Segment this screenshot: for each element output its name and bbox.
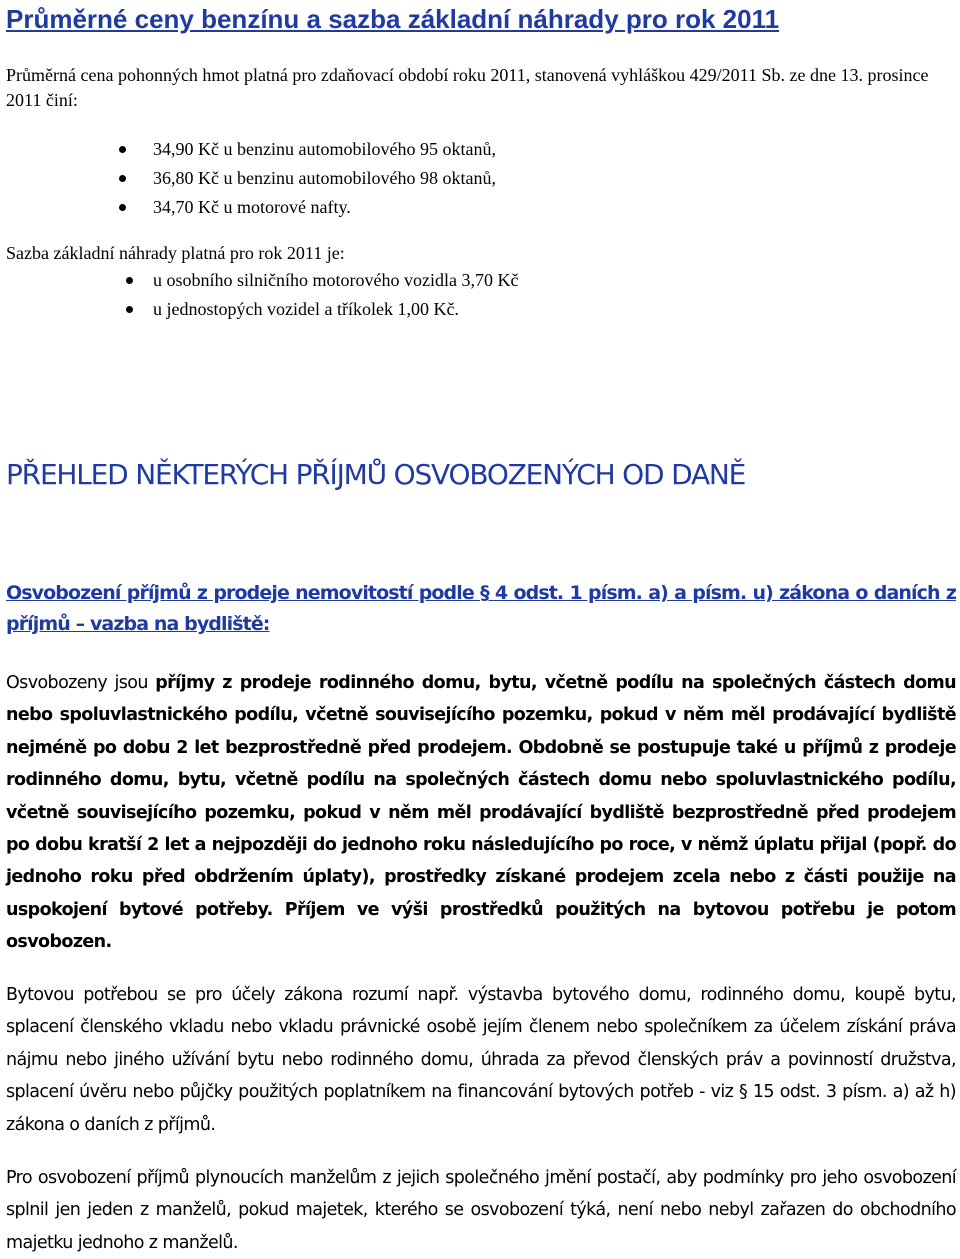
paragraph-lead: Osvobozeny jsou: [6, 673, 156, 693]
page-title: Průměrné ceny benzínu a sazba základní náhrady pro rok 2011: [6, 4, 780, 34]
list-item: [153, 266, 518, 295]
list-item: [153, 135, 496, 164]
bullet-icon: [126, 277, 133, 284]
sazba-list: [153, 266, 518, 324]
list-item: [153, 295, 518, 324]
list-item: [153, 193, 496, 222]
section-heading: PŘEHLED NĚKTERÝCH PŘÍJMŮ OSVOBOZENÝCH OD DANĚ: [6, 458, 746, 491]
bullet-icon: [119, 204, 126, 211]
list-item-text: u jednostopých vozidel a tříkolek 1,00 Kč.: [153, 299, 459, 319]
list-item-text: 36,80 Kč u benzinu automobilového 98 oktanů,: [153, 168, 496, 188]
bullet-icon: [126, 306, 133, 313]
intro-text: Průměrná cena pohonných hmot platná pro zdaňovací období roku 2011, stanovená vyhláškou 429/2011 Sb. ze dne 13. prosince 2011 činí:: [6, 65, 929, 110]
paragraph-manzele: Pro osvobození příjmů plynoucích manželům z jejich společného jmění postačí, aby podmínky pro jeho osvobození splnil jen jeden z manželů, pokud majetek, kterého se osvobození týká, není nebo nebyl zařazen do obchodního majetku jednoho z manželů.: [6, 1168, 956, 1253]
list-item-text: 34,70 Kč u motorové nafty.: [153, 197, 351, 217]
bullet-icon: [119, 146, 126, 153]
paragraph-bold-text: příjmy z prodeje rodinného domu, bytu, včetně podílu na společných částech domu nebo spoluvlastnického podílu, včetně souvisejícího pozemku, pokud v něm měl prodávající bydliště nejméně po dobu 2 let bezprostředně před prodejem. Obdobně se postupuje také u příjmů z prodeje rodinného domu, bytu, včetně podílu na společných částech domu nebo spoluvlastnického podílu, včetně souvisejícího pozemku, pokud v něm měl prodávající bydliště bezprostředně před prodejem po dobu kratší 2 let a nejpozději do jednoho roku následujícího po roce, v němž úplatu přijal (popř. do jednoho roku před obdržením úplaty), prostředky získané prodejem zcela nebo z části použije na uspokojení bytové potřeby. Příjem ve výši prostředků použitých na bytovou potřebu je potom osvobozen.: [6, 673, 956, 953]
fuel-price-list: [153, 135, 496, 222]
section-subheading: Osvobození příjmů z prodeje nemovitostí podle § 4 odst. 1 písm. a) a písm. u) zákona o daních z příjmů – vazba na bydliště:: [6, 582, 956, 635]
sazba-intro: Sazba základní náhrady platná pro rok 2011 je:: [6, 243, 345, 263]
bullet-icon: [119, 175, 126, 182]
list-item: [153, 164, 496, 193]
list-item-text: 34,90 Kč u benzinu automobilového 95 oktanů,: [153, 139, 496, 159]
paragraph-osvobozeni: [6, 667, 956, 959]
paragraph-bytova-potreba: Bytovou potřebou se pro účely zákona rozumí např. výstavba bytového domu, rodinného domu, koupě bytu, splacení členského vkladu nebo vkladu právnické osobě jejím členem nebo společníkem za účelem získání práva nájmu nebo jiného užívání bytu nebo rodinného domu, úhrada za převod členských práv a povinností družstva, splacení úvěru nebo půjčky použitých poplatníkem na financování bytových potřeb - viz § 15 odst. 3 písm. a) až h) zákona o daních z příjmů.: [6, 985, 956, 1135]
list-item-text: u osobního silničního motorového vozidla 3,70 Kč: [153, 270, 519, 290]
